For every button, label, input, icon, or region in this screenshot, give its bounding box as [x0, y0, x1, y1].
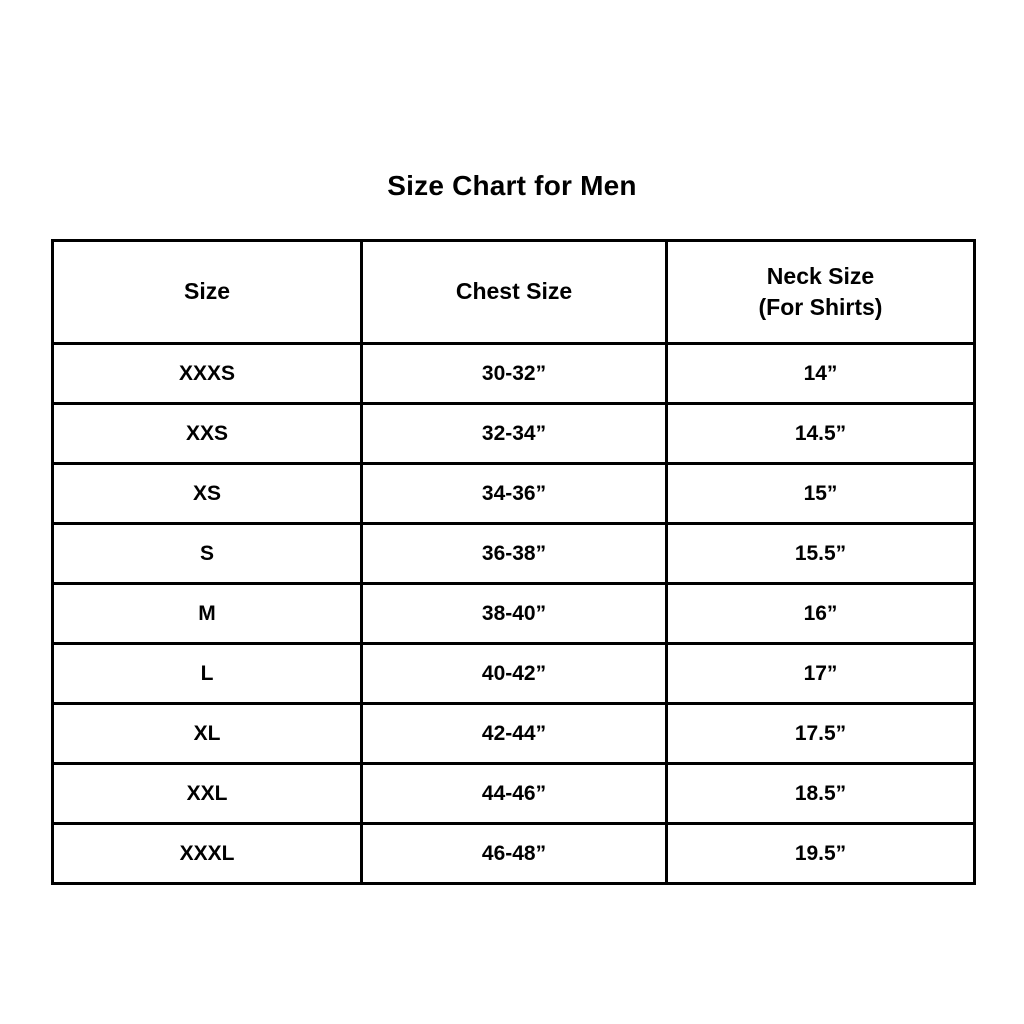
cell-chest: 36-38”	[362, 524, 667, 584]
table-row	[53, 524, 975, 584]
table-row	[53, 464, 975, 524]
cell-neck: 19.5”	[667, 824, 975, 884]
table-row	[53, 344, 975, 404]
page-title: Size Chart for Men	[387, 170, 637, 201]
cell-chest: 34-36”	[362, 464, 667, 524]
cell-chest: 38-40”	[362, 584, 667, 644]
cell-size: M	[53, 584, 362, 644]
column-header-size	[53, 241, 362, 344]
cell-neck: 17.5”	[667, 704, 975, 764]
cell-neck: 18.5”	[667, 764, 975, 824]
cell-neck: 17”	[667, 644, 975, 704]
column-header-neck-size-sublabel: (For Shirts)	[758, 294, 883, 320]
cell-size: XS	[53, 464, 362, 524]
column-header-neck-size-label: Neck Size	[766, 262, 875, 289]
table-body	[53, 344, 975, 884]
cell-size: XXL	[53, 764, 362, 824]
cell-chest: 46-48”	[362, 824, 667, 884]
cell-chest: 40-42”	[362, 644, 667, 704]
table-row	[53, 704, 975, 764]
column-header-chest-size-label: Chest Size	[455, 278, 573, 305]
table-row	[53, 824, 975, 884]
column-header-neck-size	[667, 241, 975, 344]
cell-neck: 14.5”	[667, 404, 975, 464]
table-row	[53, 764, 975, 824]
table-header-row	[53, 241, 975, 344]
cell-size: XXS	[53, 404, 362, 464]
table-header	[53, 241, 975, 344]
table-row	[53, 584, 975, 644]
cell-size: XXXL	[53, 824, 362, 884]
table-row	[53, 404, 975, 464]
cell-chest: 42-44”	[362, 704, 667, 764]
cell-neck: 16”	[667, 584, 975, 644]
cell-size: L	[53, 644, 362, 704]
cell-size: S	[53, 524, 362, 584]
cell-chest: 30-32”	[362, 344, 667, 404]
column-header-chest-size	[362, 241, 667, 344]
cell-neck: 15.5”	[667, 524, 975, 584]
size-chart-table-wrapper	[51, 239, 973, 885]
column-header-size-label: Size	[183, 278, 231, 305]
table-row	[53, 644, 975, 704]
size-chart-table	[51, 239, 976, 885]
cell-size: XL	[53, 704, 362, 764]
cell-size: XXXS	[53, 344, 362, 404]
cell-chest: 44-46”	[362, 764, 667, 824]
cell-chest: 32-34”	[362, 404, 667, 464]
cell-neck: 14”	[667, 344, 975, 404]
cell-neck: 15”	[667, 464, 975, 524]
